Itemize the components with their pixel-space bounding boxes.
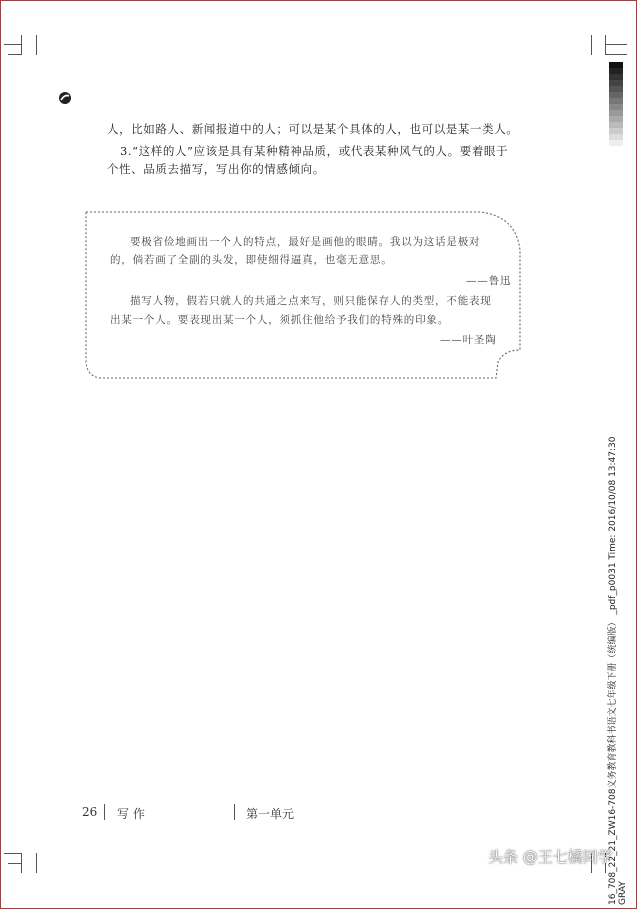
crop-mark — [8, 863, 21, 864]
grayscale-bar — [609, 62, 623, 146]
quote-2-author: ——叶圣陶 — [440, 334, 497, 346]
quote-1-line-2: 的，倘若画了全副的头发，即使细得逼真，也毫无意思。 — [110, 254, 393, 266]
quote-1-line-1: 要极省俭地画出一个人的特点，最好是画他的眼睛。我以为这话是极对 — [130, 236, 481, 248]
crop-mark — [4, 44, 21, 45]
crop-mark — [605, 35, 606, 55]
watermark: 头条 @王七橘同学 — [488, 848, 613, 866]
body-line-2: 3.“这样的人”应该是具有某种精神品质，或代表某种风气的人。要着眼于 — [120, 144, 509, 158]
crop-mark — [36, 853, 37, 873]
footer-divider — [104, 804, 105, 820]
footer-section: 写 作 — [117, 807, 145, 821]
footer-unit: 第一单元 — [246, 807, 295, 821]
registration-icon — [58, 91, 72, 105]
crop-mark — [36, 35, 37, 55]
body-line-3: 个性、品质去描写，写出你的情感倾向。 — [107, 162, 325, 176]
crop-mark — [21, 35, 22, 55]
crop-mark — [591, 35, 592, 55]
page-number: 26 — [82, 805, 98, 819]
quote-1-author: ——鲁迅 — [466, 275, 512, 287]
print-info-label: 16_708_22_21_ZW16-708义务教育教科书语文七年级下册（统编版） _pdf_p0031 Time: 2016/10/08 13:47:30 GRAY — [608, 436, 628, 905]
crop-mark — [21, 853, 22, 873]
crop-mark — [605, 44, 627, 45]
footer-divider — [234, 804, 235, 820]
quote-2-line-2: 出某一个人。要表现出某一个人，须抓住他给予我们的特殊的印象。 — [110, 314, 449, 326]
body-line-1: 人，比如路人、新闻报道中的人；可以是某个具体的人，也可以是某一类人。 — [107, 122, 519, 136]
quote-2-line-1: 描写人物，假若只就人的共通之点来写，则只能保存人的类型，不能表现 — [130, 295, 492, 307]
crop-mark — [8, 54, 21, 55]
crop-mark — [4, 853, 21, 854]
crop-mark — [605, 54, 627, 55]
